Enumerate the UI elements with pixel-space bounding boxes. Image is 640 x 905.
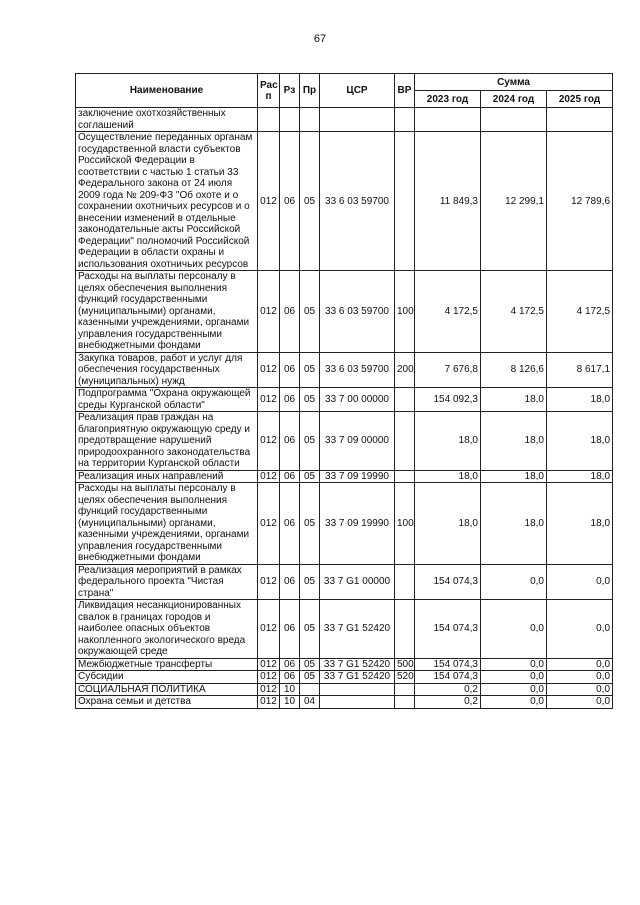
table-row [76, 483, 613, 565]
row-csr: 33 6 03 59700 [320, 132, 395, 271]
row-pr: 04 [300, 696, 320, 709]
row-csr [320, 683, 395, 696]
row-sum-2024: 18,0 [481, 483, 547, 565]
row-name: Реализация прав граждан на благоприятную окружающую среду и предотвращение нарушений природоохранного законодательства на территории Курганской области [76, 412, 258, 471]
row-sum-2025: 4 172,5 [547, 271, 613, 353]
row-ras: 012 [258, 483, 280, 565]
row-ras: 012 [258, 352, 280, 388]
row-rz: 06 [280, 412, 300, 471]
row-ras: 012 [258, 671, 280, 684]
row-csr: 33 7 09 00000 [320, 412, 395, 471]
row-vr: 520 [395, 671, 415, 684]
row-sum-2025: 18,0 [547, 470, 613, 483]
row-rz: 06 [280, 470, 300, 483]
row-pr: 05 [300, 658, 320, 671]
row-ras: 012 [258, 683, 280, 696]
row-sum-2024: 8 126,6 [481, 352, 547, 388]
row-sum-2023: 154 092,3 [415, 388, 481, 412]
row-name: Закупка товаров, работ и услуг для обеспечения государственных (муниципальных) нужд [76, 352, 258, 388]
row-sum-2025 [547, 108, 613, 132]
row-name: СОЦИАЛЬНАЯ ПОЛИТИКА [76, 683, 258, 696]
header-ras: Рас п [258, 74, 280, 108]
row-sum-2025: 0,0 [547, 683, 613, 696]
table-row [76, 683, 613, 696]
row-sum-2025: 12 789,6 [547, 132, 613, 271]
row-sum-2024: 12 299,1 [481, 132, 547, 271]
row-rz: 06 [280, 671, 300, 684]
row-sum-2025: 0,0 [547, 600, 613, 659]
row-sum-2023: 4 172,5 [415, 271, 481, 353]
row-csr [320, 696, 395, 709]
row-name: Подпрограмма "Охрана окружающей среды Курганской области" [76, 388, 258, 412]
header-year-2025: 2025 год [547, 91, 613, 108]
page-number: 67 [313, 33, 327, 45]
row-name: Межбюджетные трансферты [76, 658, 258, 671]
table-row [76, 132, 613, 271]
row-name: Охрана семьи и детства [76, 696, 258, 709]
row-rz: 10 [280, 696, 300, 709]
row-pr [300, 108, 320, 132]
row-csr: 33 7 09 19990 [320, 483, 395, 565]
header-name: Наименование [76, 74, 258, 108]
header-pr: Пр [300, 74, 320, 108]
row-sum-2025: 0,0 [547, 564, 613, 600]
row-ras: 012 [258, 658, 280, 671]
row-csr [320, 108, 395, 132]
row-ras: 012 [258, 600, 280, 659]
row-rz: 06 [280, 658, 300, 671]
row-csr: 33 7 G1 52420 [320, 600, 395, 659]
header-csr: ЦСР [320, 74, 395, 108]
row-rz: 06 [280, 388, 300, 412]
table-row [76, 564, 613, 600]
row-sum-2023: 11 849,3 [415, 132, 481, 271]
row-vr [395, 108, 415, 132]
row-ras [258, 108, 280, 132]
row-name: Осуществление переданных органам государственной власти субъектов Российской Федерации в соответствии с частью 1 статьи 33 Федерального закона от 24 июля 2009 года № 209-ФЗ "Об охоте и о сохранении охотничьих ресурсов и о внесении изменений в отдельные законодательные акты Российской Федерации" полномочий Российской Федерации в области охраны и использования охотничьих ресурсов [76, 132, 258, 271]
row-sum-2023: 18,0 [415, 412, 481, 471]
row-vr: 100 [395, 483, 415, 565]
row-sum-2025: 18,0 [547, 388, 613, 412]
row-pr: 05 [300, 483, 320, 565]
row-pr: 05 [300, 671, 320, 684]
row-name: Реализация мероприятий в рамках федерального проекта "Чистая страна" [76, 564, 258, 600]
row-pr: 05 [300, 352, 320, 388]
table-row [76, 470, 613, 483]
row-sum-2024: 0,0 [481, 658, 547, 671]
row-ras: 012 [258, 696, 280, 709]
row-csr: 33 7 G1 52420 [320, 671, 395, 684]
row-ras: 012 [258, 271, 280, 353]
row-pr: 05 [300, 412, 320, 471]
row-sum-2024: 0,0 [481, 671, 547, 684]
table-row [76, 388, 613, 412]
row-vr: 200 [395, 352, 415, 388]
row-pr: 05 [300, 564, 320, 600]
row-name: Реализация иных направлений [76, 470, 258, 483]
row-rz: 06 [280, 271, 300, 353]
row-name: Субсидии [76, 671, 258, 684]
table-row [76, 412, 613, 471]
row-csr: 33 7 09 19990 [320, 470, 395, 483]
row-vr [395, 132, 415, 271]
row-rz: 06 [280, 483, 300, 565]
row-pr: 05 [300, 600, 320, 659]
row-vr [395, 564, 415, 600]
row-sum-2024: 4 172,5 [481, 271, 547, 353]
table-row [76, 352, 613, 388]
row-csr: 33 7 G1 00000 [320, 564, 395, 600]
table-row [76, 271, 613, 353]
row-vr [395, 600, 415, 659]
row-ras: 012 [258, 412, 280, 471]
table-row [76, 600, 613, 659]
row-sum-2024: 18,0 [481, 470, 547, 483]
row-pr: 05 [300, 470, 320, 483]
header-sum: Сумма [415, 74, 613, 91]
row-vr: 100 [395, 271, 415, 353]
row-vr [395, 696, 415, 709]
row-sum-2024: 18,0 [481, 388, 547, 412]
row-ras: 012 [258, 388, 280, 412]
row-ras: 012 [258, 564, 280, 600]
row-sum-2025: 0,0 [547, 658, 613, 671]
header-rz: Рз [280, 74, 300, 108]
row-sum-2024: 0,0 [481, 600, 547, 659]
row-pr: 05 [300, 388, 320, 412]
header-vr: ВР [395, 74, 415, 108]
row-sum-2024: 0,0 [481, 696, 547, 709]
row-sum-2023: 0,2 [415, 696, 481, 709]
row-ras: 012 [258, 470, 280, 483]
row-sum-2023: 0,2 [415, 683, 481, 696]
row-rz: 06 [280, 132, 300, 271]
row-sum-2023: 18,0 [415, 483, 481, 565]
row-sum-2023: 154 074,3 [415, 600, 481, 659]
table-row [76, 696, 613, 709]
table-row [76, 671, 613, 684]
row-vr [395, 683, 415, 696]
row-rz: 10 [280, 683, 300, 696]
row-sum-2025: 0,0 [547, 671, 613, 684]
row-csr: 33 6 03 59700 [320, 271, 395, 353]
row-pr [300, 683, 320, 696]
row-sum-2024 [481, 108, 547, 132]
row-sum-2024: 18,0 [481, 412, 547, 471]
row-rz: 06 [280, 352, 300, 388]
row-csr: 33 7 G1 52420 [320, 658, 395, 671]
row-vr: 500 [395, 658, 415, 671]
row-rz: 06 [280, 600, 300, 659]
row-name: заключение охотхозяйственных соглашений [76, 108, 258, 132]
row-rz [280, 108, 300, 132]
budget-table [75, 73, 613, 709]
row-sum-2023: 18,0 [415, 470, 481, 483]
row-vr [395, 388, 415, 412]
header-year-2023: 2023 год [415, 91, 481, 108]
row-ras: 012 [258, 132, 280, 271]
row-pr: 05 [300, 132, 320, 271]
row-name: Расходы на выплаты персоналу в целях обеспечения выполнения функций государственными (муниципальными) органами, казенными учреждениями, органами управления государственными внебюджетными фондами [76, 271, 258, 353]
row-sum-2023: 154 074,3 [415, 671, 481, 684]
row-vr [395, 412, 415, 471]
row-sum-2024: 0,0 [481, 564, 547, 600]
row-sum-2023: 7 676,8 [415, 352, 481, 388]
row-sum-2024: 0,0 [481, 683, 547, 696]
row-sum-2025: 18,0 [547, 483, 613, 565]
table-row [76, 658, 613, 671]
row-vr [395, 470, 415, 483]
table-row [76, 108, 613, 132]
row-sum-2023: 154 074,3 [415, 658, 481, 671]
row-rz: 06 [280, 564, 300, 600]
header-year-2024: 2024 год [481, 91, 547, 108]
row-sum-2025: 8 617,1 [547, 352, 613, 388]
row-sum-2025: 0,0 [547, 696, 613, 709]
row-csr: 33 7 00 00000 [320, 388, 395, 412]
row-sum-2023: 154 074,3 [415, 564, 481, 600]
row-sum-2025: 18,0 [547, 412, 613, 471]
row-pr: 05 [300, 271, 320, 353]
row-csr: 33 6 03 59700 [320, 352, 395, 388]
row-name: Расходы на выплаты персоналу в целях обеспечения выполнения функций государственными (муниципальными) органами, казенными учреждениями, органами управления государственными внебюджетными фондами [76, 483, 258, 565]
row-name: Ликвидация несанкционированных свалок в границах городов и наиболее опасных объектов накопленного экологического вреда окружающей среде [76, 600, 258, 659]
row-sum-2023 [415, 108, 481, 132]
